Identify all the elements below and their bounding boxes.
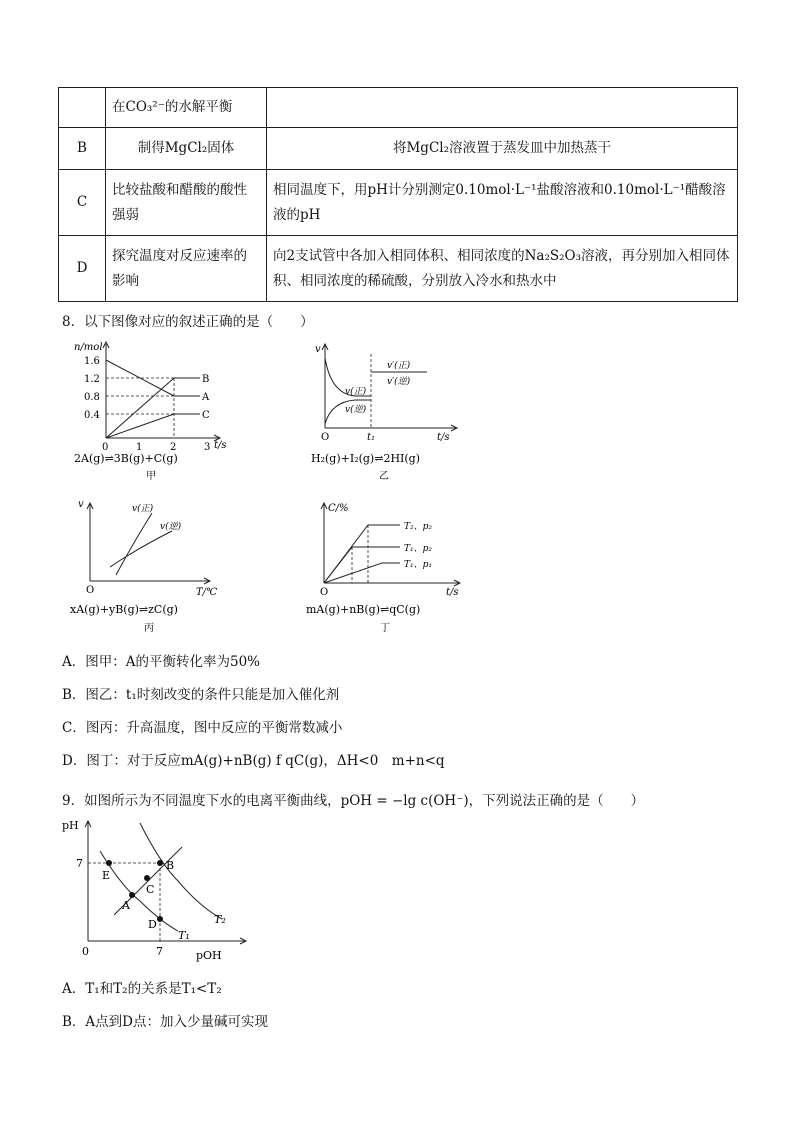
q9-xlabel: pOH xyxy=(196,949,222,962)
question-9-stem: 9．如图所示为不同温度下水的电离平衡曲线，pOH = −lg c(OH⁻)，下列说法正确的是（ ） xyxy=(62,793,645,809)
yi-t1: t₁ xyxy=(367,432,376,443)
ding-curve-label: T₁、p₂ xyxy=(404,544,432,554)
jia-xtick: 2 xyxy=(170,442,177,453)
graph-jia xyxy=(60,336,250,486)
q9-option-a: A．T₁和T₂的关系是T₁<T₂ xyxy=(62,981,222,997)
graph-water-ionization xyxy=(60,815,260,965)
line-B xyxy=(106,378,174,438)
ding-curve-label: T₁、p₁ xyxy=(404,560,432,570)
table-row xyxy=(59,170,738,236)
curve-label: T₁ xyxy=(178,929,190,942)
point-label: B xyxy=(166,859,175,872)
row-label xyxy=(59,88,106,128)
bing-equation: xA(g)+yB(g)⇌zC(g) xyxy=(70,603,178,616)
purpose-cell: 在CO₃²⁻的水解平衡 xyxy=(106,88,267,128)
point-label: C xyxy=(146,883,155,896)
bing-rev-label: v(逆) xyxy=(160,522,182,532)
bing-name: 丙 xyxy=(144,623,154,634)
operation-cell: 将MgCl₂溶液置于蒸发皿中加热蒸干 xyxy=(267,128,738,170)
jia-ytick: 1.2 xyxy=(84,374,100,385)
operation-cell: 相同温度下，用pH计分别测定0.10mol·L⁻¹盐酸溶液和0.10mol·L⁻¹醋酸溶液的pH xyxy=(267,170,738,236)
yi-equation: H₂(g)+I₂(g)⇌2HI(g) xyxy=(311,452,421,465)
row-label: B xyxy=(59,128,106,170)
graph-bing xyxy=(60,495,250,640)
q9-ytick: 7 xyxy=(76,857,83,870)
jia-xtick: 3 xyxy=(204,442,211,453)
yi-origin: O xyxy=(321,432,330,443)
yi-name: 乙 xyxy=(379,471,389,482)
jia-line-label: B xyxy=(202,374,210,385)
table-row xyxy=(59,88,738,128)
point-label: A xyxy=(122,899,130,912)
ding-curve-label: T₂、p₂ xyxy=(404,522,432,532)
operation-cell: 向2支试管中各加入相同体积、相同浓度的Na₂S₂O₃溶液，再分别加入相同体积、相同浓度的稀硫酸，分别放入冷水和热水中 xyxy=(267,236,738,302)
yi-fwd2-label: v′(正) xyxy=(387,361,411,371)
bing-origin: O xyxy=(86,585,95,596)
table-row xyxy=(59,128,738,170)
jia-line-label: C xyxy=(202,410,210,421)
row-label: D xyxy=(59,236,106,302)
jia-line-label: A xyxy=(202,392,210,403)
point-label: E xyxy=(102,869,111,882)
q8-option-a: A．图甲：A的平衡转化率为50% xyxy=(62,654,261,670)
q8-option-c: C．图丙：升高温度，图中反应的平衡常数减小 xyxy=(62,720,343,736)
question-8-stem: 8．以下图像对应的叙述正确的是（ ） xyxy=(62,314,314,330)
q8-option-b: B．图乙：t₁时刻改变的条件只能是加入催化剂 xyxy=(62,687,340,703)
jia-xtick: 1 xyxy=(136,442,143,453)
row-label: C xyxy=(59,170,106,236)
curve-label: T₂ xyxy=(214,913,226,926)
experiment-table xyxy=(58,87,738,302)
graph-ding xyxy=(300,495,480,640)
q8-option-d: D．图丁：对于反应mA(g)+nB(g) f qC(g)，ΔH<0 m+n<q xyxy=(62,753,445,769)
bing-ylabel: v xyxy=(78,499,84,510)
operation-cell xyxy=(267,88,738,128)
yi-rev-label: v(逆) xyxy=(345,405,367,415)
ding-equation: mA(g)+nB(g)⇌qC(g) xyxy=(306,603,421,616)
bing-fwd-label: v(正) xyxy=(132,504,154,514)
graph-yi xyxy=(305,336,475,486)
ding-ylabel: C/% xyxy=(328,503,349,514)
jia-ytick: 1.6 xyxy=(84,356,100,367)
jia-ylabel: n/mol xyxy=(74,342,103,353)
jia-xtick: 0 xyxy=(102,442,109,453)
curve-T2 xyxy=(140,823,222,919)
q9-xtick: 7 xyxy=(156,945,163,958)
yi-rev2-label: v′(逆) xyxy=(387,377,411,387)
q9-ylabel: pH xyxy=(62,819,79,832)
jia-xlabel: t/s xyxy=(214,440,227,451)
yi-fwd-label: v(正) xyxy=(345,387,367,397)
ding-name: 丁 xyxy=(380,623,390,634)
yi-xlabel: t/s xyxy=(437,432,450,443)
jia-ytick: 0.4 xyxy=(84,410,100,421)
purpose-cell: 探究温度对反应速率的影响 xyxy=(106,236,267,302)
ding-xlabel: t/s xyxy=(446,587,459,598)
purpose-cell: 制得MgCl₂固体 xyxy=(106,128,267,170)
jia-equation: 2A(g)⇌3B(g)+C(g) xyxy=(74,452,178,465)
ding-origin: O xyxy=(320,587,329,598)
table-row xyxy=(59,236,738,302)
purpose-cell: 比较盐酸和醋酸的酸性强弱 xyxy=(106,170,267,236)
bing-xlabel: T/℃ xyxy=(196,587,218,598)
yi-ylabel: v xyxy=(315,344,321,355)
jia-name: 甲 xyxy=(146,471,156,482)
line-C xyxy=(106,414,174,438)
jia-ytick: 0.8 xyxy=(84,392,100,403)
point-label: D xyxy=(148,918,157,931)
q9-origin: 0 xyxy=(82,945,89,958)
q9-option-b: B．A点到D点：加入少量碱可实现 xyxy=(62,1014,268,1030)
